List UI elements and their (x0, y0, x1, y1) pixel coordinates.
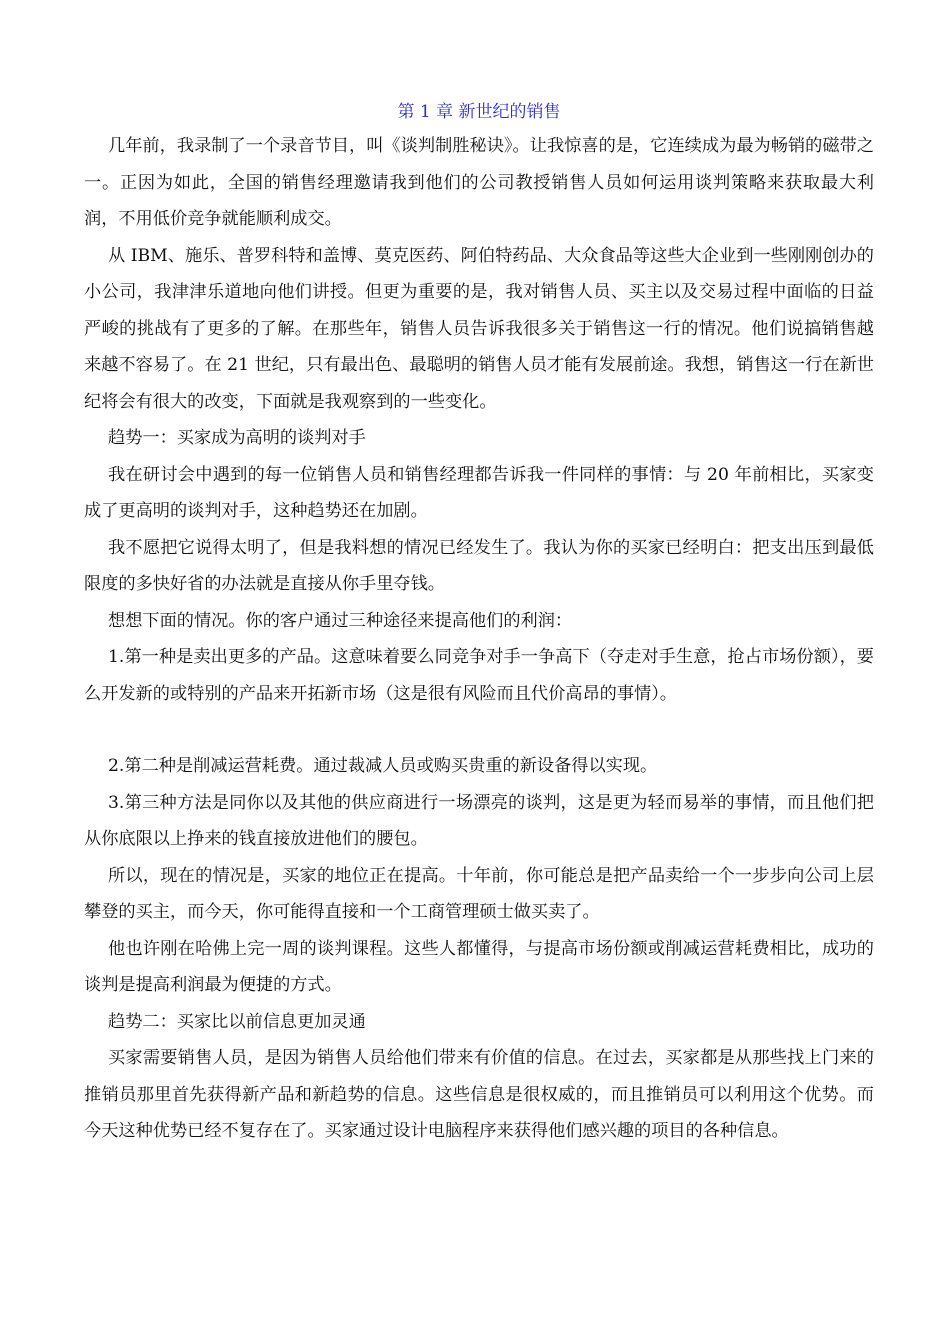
paragraph: 我在研讨会中遇到的每一位销售人员和销售经理都告诉我一件同样的事情：与 20 年前相比，买家变成了更高明的谈判对手，这种趋势还在加剧。 (84, 464, 874, 521)
paragraph: 几年前，我录制了一个录音节目，叫《谈判制胜秘诀》。让我惊喜的是，它连续成为最为畅销的磁带之一。正因为如此，全国的销售经理邀请我到他们的公司教授销售人员如何运用谈判策略来获取最大利润，不用低价竞争就能顺利成交。 (84, 136, 874, 229)
paragraph: 想想下面的情况。你的客户通过三种途径来提高他们的利润： (108, 610, 573, 631)
paragraph: 他也许刚在哈佛上完一周的谈判课程。这些人都懂得，与提高市场份额或削减运营耗费相比，成功的谈判是提高利润最为便捷的方式。 (84, 938, 874, 995)
section-heading: 趋势一：买家成为高明的谈判对手 (108, 428, 366, 448)
paragraph: 从 IBM、施乐、普罗科特和盖博、莫克医药、阿伯特药品、大众食品等这些大企业到一些刚刚创办的小公司，我津津乐道地向他们讲授。但更为重要的是，我对销售人员、买主以及交易过程中面临的日益严峻的挑战有了更多的了解。在那些年，销售人员告诉我很多关于销售这一行的情况。他们说搞销售越来越不容易了。在 21 世纪，只有最出色、最聪明的销售人员才能有发展前途。我想，销售这一行在新世纪将会有很大的改变，下面就是我观察到的一些变化。 (84, 245, 874, 412)
document-page (84, 98, 874, 1150)
list-item: 3.第三种方法是同你以及其他的供应商进行一场漂亮的谈判，这是更为轻而易举的事情，而且他们把从你底限以上挣来的钱直接放进他们的腰包。 (84, 792, 874, 849)
paragraph: 我不愿把它说得太明了，但是我料想的情况已经发生了。我认为你的买家已经明白：把支出压到最低限度的多快好省的办法就是直接从你手里夺钱。 (84, 537, 874, 594)
paragraph: 买家需要销售人员，是因为销售人员给他们带来有价值的信息。在过去，买家都是从那些找上门来的推销员那里首先获得新产品和新趋势的信息。这些信息是很权威的，而且推销员可以利用这个优势。而今天这种优势已经不复存在了。买家通过设计电脑程序来获得他们感兴趣的项目的各种信息。 (84, 1048, 874, 1141)
list-item: 1.第一种是卖出更多的产品。这意味着要么同竞争对手一争高下（夺走对手生意，抢占市场份额），要么开发新的或特别的产品来开拓新市场（这是很有风险而且代价高昂的事情）。 (84, 647, 874, 704)
section-heading: 趋势二：买家比以前信息更加灵通 (108, 1011, 366, 1032)
paragraph: 所以，现在的情况是，买家的地位正在提高。十年前，你可能总是把产品卖给一个一步步向公司上层攀登的买主，而今天，你可能得直接和一个工商管理硕士做买卖了。 (84, 865, 874, 922)
chapter-title: 第 1 章 新世纪的销售 (397, 102, 561, 122)
list-item: 2.第二种是削减运营耗费。通过裁减人员或购买贵重的新设备得以实现。 (108, 756, 658, 776)
